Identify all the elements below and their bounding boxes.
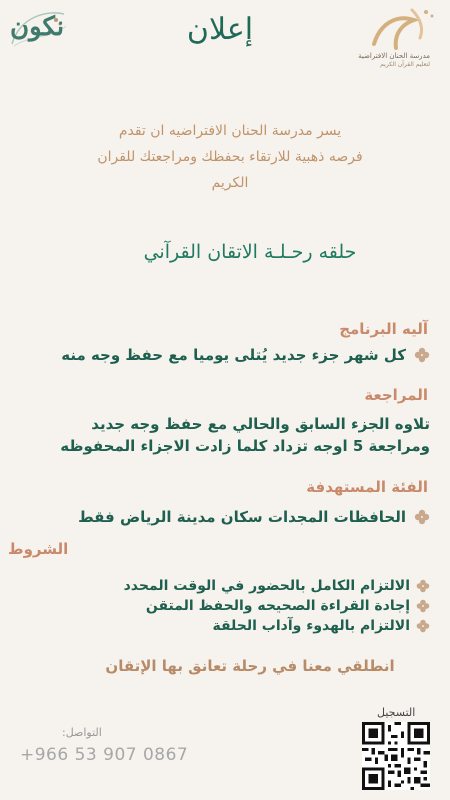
clover-icon: [416, 579, 430, 593]
clover-icon: [416, 599, 430, 613]
registration-label: التسجيل: [377, 706, 416, 719]
condition-text: الالتزام الكامل بالحضور في الوقت المحدد: [123, 578, 410, 594]
condition-item: [124, 578, 430, 594]
target-heading: الفئة المستهدفة: [306, 478, 428, 496]
condition-item: [146, 598, 430, 614]
conditions-heading: الشروط: [8, 540, 69, 558]
school-tagline: لتعليم القرآن الكريم: [380, 61, 430, 68]
closing-text: انطلقي معنا في رحلة تعانق بها الإتقان: [105, 657, 395, 675]
school-logo: [354, 4, 440, 66]
condition-item: [212, 618, 430, 634]
intro-text: [40, 118, 420, 196]
contact-label: التواصل:: [62, 726, 102, 739]
clover-icon: [414, 509, 430, 525]
mechanism-text: كل شهر جزء جديد يُتلى يوميا مع حفظ وجه منه: [61, 346, 406, 364]
mechanism-heading: آليه البرنامج: [339, 320, 428, 338]
school-name: مدرسة الحنان الافتراضية: [358, 52, 430, 60]
brand-logo-text: نكون: [10, 12, 65, 42]
qr-code-icon[interactable]: [362, 722, 430, 790]
clover-icon: [416, 619, 430, 633]
target-item: [78, 508, 430, 526]
school-logo-icon: [354, 4, 440, 52]
intro-line: الكريم: [211, 175, 249, 191]
review-line: ومراجعة 5 اوجه تزداد كلما زادت الاجزاء المحفوظه: [60, 437, 430, 455]
intro-line: فرصه ذهبية للارتقاء بحفظك ومراجعتك للقران: [97, 149, 363, 165]
target-text: الحافظات المجدات سكان مدينة الرياض فقط: [78, 508, 406, 526]
review-heading: المراجعة: [364, 386, 428, 404]
clover-icon: [414, 347, 430, 363]
page-title: إعلان: [186, 12, 254, 47]
intro-line: يسر مدرسة الحنان الافتراضيه ان تقدم: [118, 123, 342, 139]
condition-text: إجادة القراءة الصحيحه والحفظ المتقن: [145, 598, 410, 614]
condition-text: الالتزام بالهدوء وآداب الحلقة: [212, 618, 410, 634]
mechanism-item: [61, 346, 430, 364]
review-line: تلاوه الجزء السابق والحالي مع حفظ وجه جديد: [91, 415, 430, 433]
brand-logo: [8, 6, 70, 50]
phone-number[interactable]: +966 53 907 0867: [20, 745, 189, 765]
program-title: حلقه رحـلـة الاتقان القرآني: [143, 241, 357, 263]
